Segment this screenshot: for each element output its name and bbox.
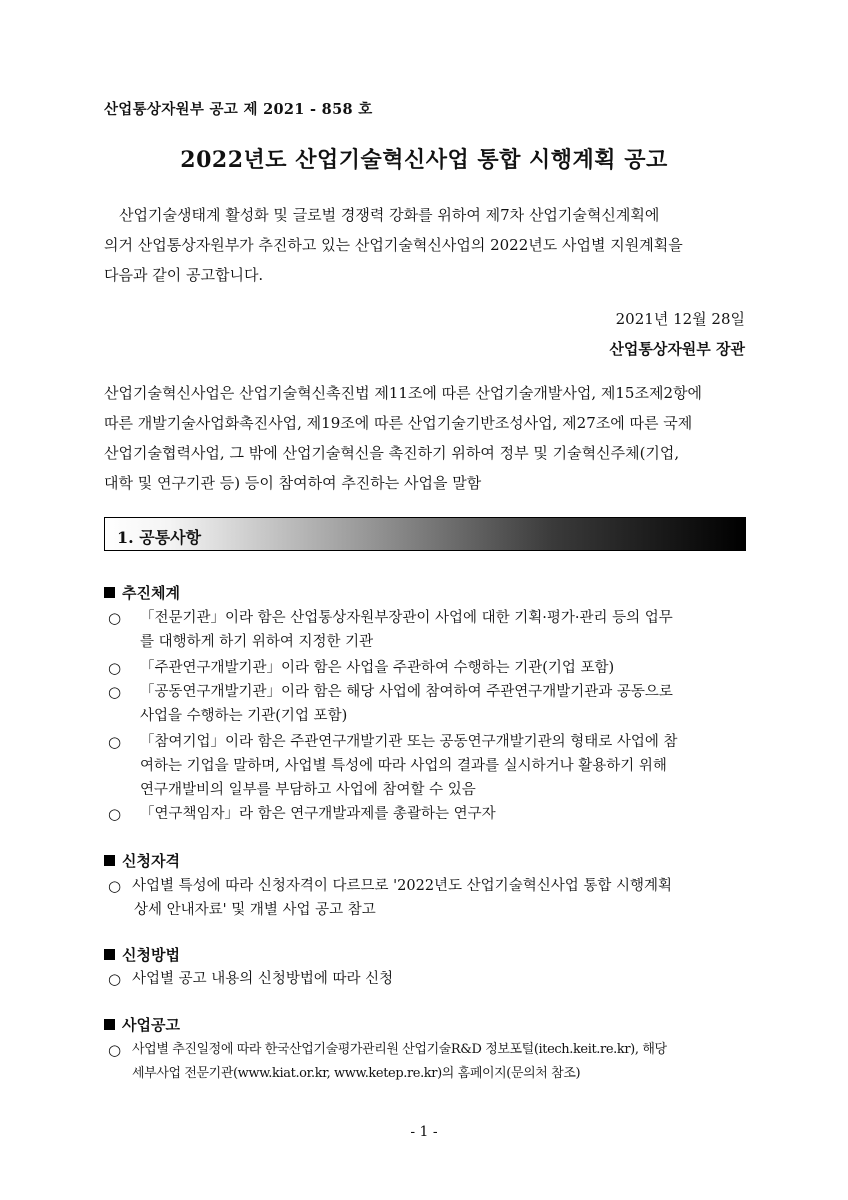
list-item: ○ 사업별 추진일정에 따라 한국산업기술평가관리원 산업기술R&D 정보포털(itech.keit.re.kr), 해당 세부사업 전문기관(www.kiat.or.kr, www.ketep.re.kr)의 홈페이지(문의처 참조) (108, 1038, 748, 1086)
list-item: ○ 「참여기업」이라 함은 주관연구개발기관 또는 공동연구개발기관의 형태로 사업에 참 여하는 기업을 말하며, 사업별 특성에 따라 사업의 결과를 실시하거나 활용하기 위해 연구개발비의 일부를 부담하고 사업에 참여할 수 있음 (108, 730, 748, 802)
definition-line: 산업기술협력사업, 그 밖에 산업기술혁신을 촉진하기 위하여 정부 및 기술혁신주체(기업, (104, 444, 680, 462)
list-item: ○ 「주관연구개발기관」이라 함은 사업을 주관하여 수행하는 기관(기업 포함) (108, 656, 748, 680)
list-item: ○ 「연구책임자」라 함은 연구개발과제를 총괄하는 연구자 (108, 802, 748, 826)
definition-line: 대학 및 연구기관 등) 등이 참여하여 추진하는 사업을 말함 (104, 474, 482, 492)
intro-line: 다음과 같이 공고합니다. (104, 266, 264, 284)
issuer-signature: 산업통상자원부 장관 (609, 340, 745, 358)
list-item: ○ 「공동연구개발기관」이라 함은 해당 사업에 참여하여 주관연구개발기관과 공동으로 사업을 수행하는 기관(기업 포함) (108, 680, 748, 728)
subsection-heading: 신청자격 (104, 850, 180, 871)
section-header-bar (104, 517, 746, 551)
subsection-heading: 사업공고 (104, 1014, 180, 1035)
square-bullet-icon (104, 587, 115, 598)
intro-line: 의거 산업통상자원부가 추진하고 있는 산업기술혁신사업의 2022년도 사업별 지원계획을 (104, 236, 683, 254)
intro-line: 산업기술생태계 활성화 및 글로벌 경쟁력 강화를 위하여 제7차 산업기술혁신계획에 (119, 206, 660, 224)
circle-bullet-icon: ○ (108, 609, 122, 627)
list-item: ○ 「전문기관」이라 함은 산업통상자원부장관이 사업에 대한 기획·평가·관리 등의 업무 를 대행하게 하기 위하여 지정한 기관 (108, 606, 748, 654)
square-bullet-icon (104, 1019, 115, 1030)
circle-bullet-icon: ○ (108, 805, 122, 823)
definition-line: 산업기술혁신사업은 산업기술혁신촉진법 제11조에 따른 산업기술개발사업, 제15조제2항에 (104, 384, 702, 402)
list-item: ○ 사업별 특성에 따라 신청자격이 다르므로 '2022년도 산업기술혁신사업 통합 시행계획 상세 안내자료' 및 개별 사업 공고 참고 (108, 874, 748, 922)
announcement-date: 2021년 12월 28일 (615, 310, 745, 328)
circle-bullet-icon: ○ (108, 1041, 121, 1059)
square-bullet-icon (104, 855, 115, 866)
intro-paragraph (104, 200, 746, 290)
document-title: 2022년도 산업기술혁신사업 통합 시행계획 공고 (180, 147, 668, 173)
circle-bullet-icon: ○ (108, 683, 122, 701)
subsection-heading: 추진체계 (104, 582, 180, 603)
section-title: 1. 공통사항 (117, 528, 202, 547)
circle-bullet-icon: ○ (108, 877, 122, 895)
circle-bullet-icon: ○ (108, 970, 122, 988)
notice-number: 산업통상자원부 공고 제 2021 - 858 호 (104, 101, 373, 118)
definition-paragraph (104, 378, 746, 498)
circle-bullet-icon: ○ (108, 659, 122, 677)
square-bullet-icon (104, 949, 115, 960)
subsection-heading: 신청방법 (104, 944, 180, 965)
circle-bullet-icon: ○ (108, 733, 122, 751)
page-number: - 1 - (410, 1124, 438, 1140)
definition-line: 따른 개발기술사업화촉진사업, 제19조에 따른 산업기술기반조성사업, 제27조에 따른 국제 (104, 414, 693, 432)
list-item: ○ 사업별 공고 내용의 신청방법에 따라 신청 (108, 967, 748, 991)
